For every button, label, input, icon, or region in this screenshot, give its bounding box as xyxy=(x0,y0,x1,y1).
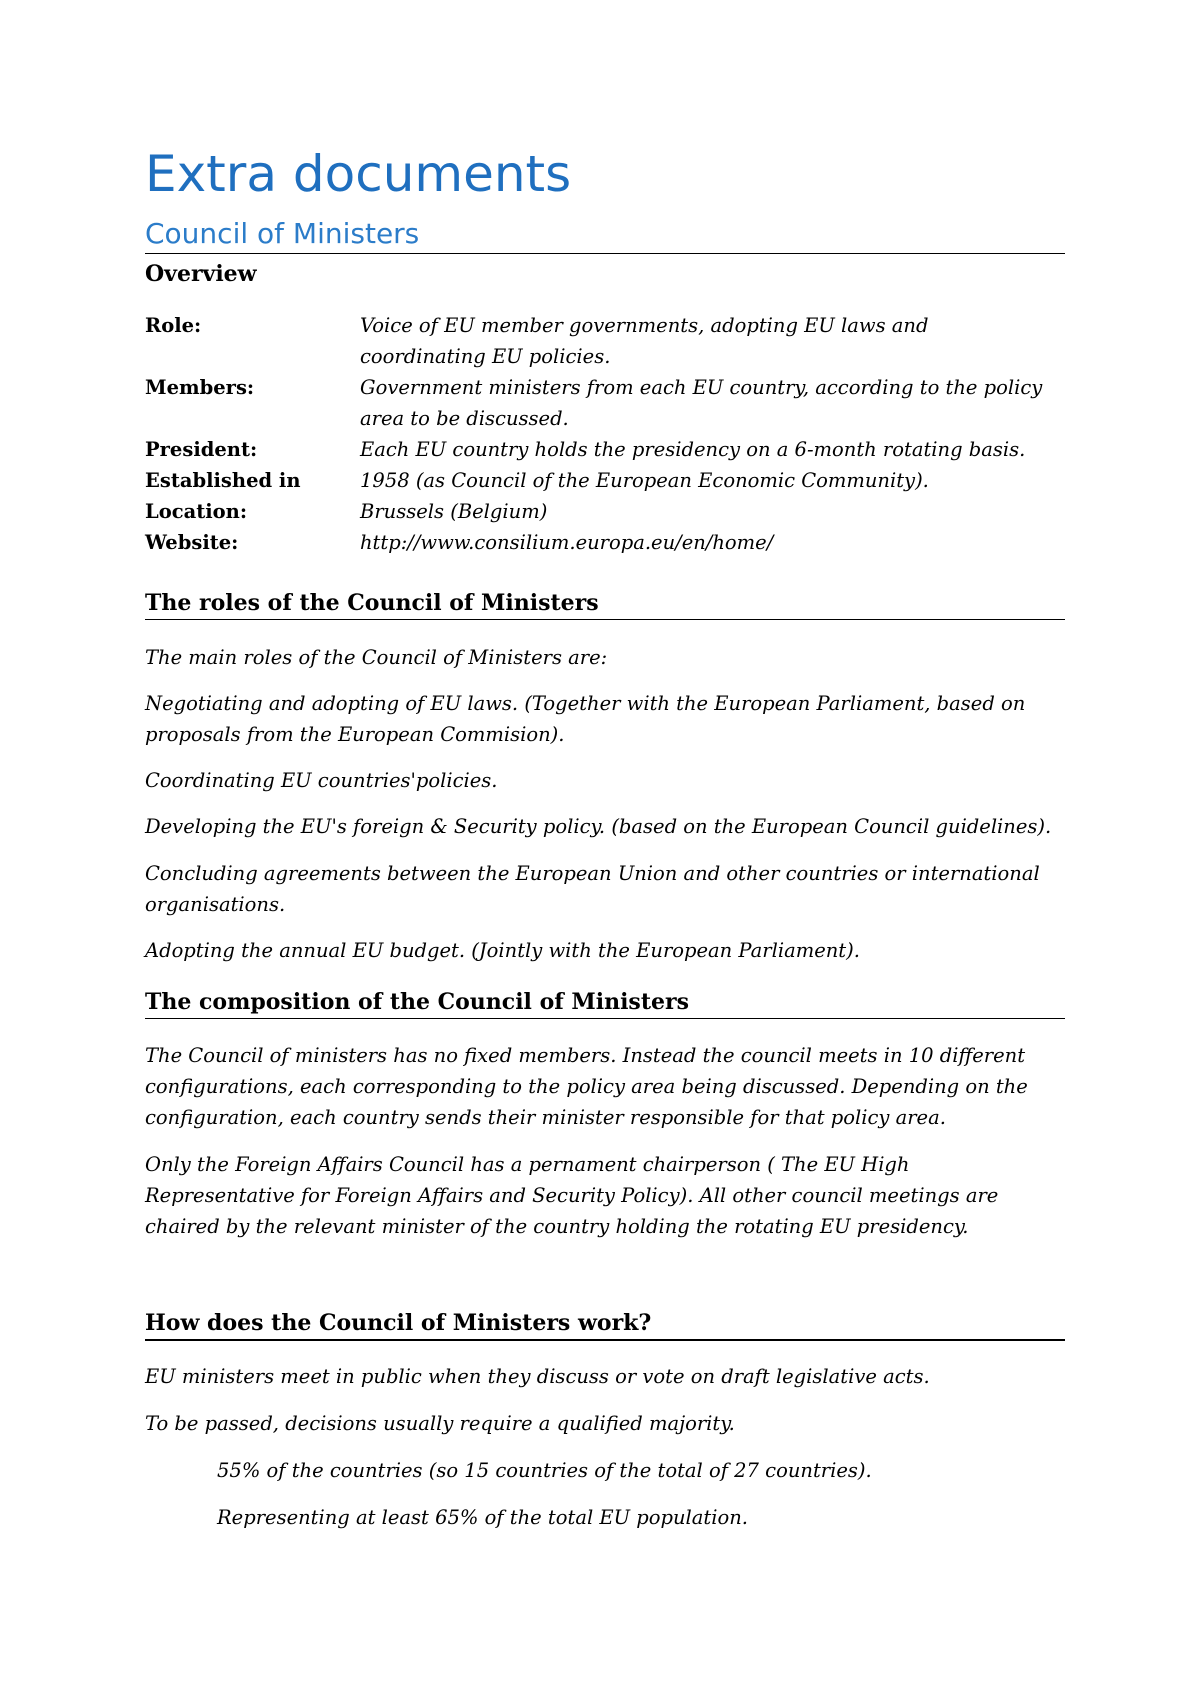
roles-paragraph: Adopting the annual EU budget. (Jointly with the European Parliament). xyxy=(145,939,860,962)
overview-row-members xyxy=(145,372,1065,434)
roles-paragraph: Negotiating and adopting of EU laws. (Together with the European Parliament, based on proposals from the European Commision). xyxy=(145,692,1026,746)
roles-paragraph: Concluding agreements between the European Union and other countries or international organisations. xyxy=(145,862,1040,916)
work-paragraph: To be passed, decisions usually require a qualified majority. xyxy=(145,1412,735,1435)
overview-label: Website: xyxy=(145,531,239,554)
overview-row-location xyxy=(145,496,1065,527)
roles-paragraph: Coordinating EU countries'policies. xyxy=(145,769,498,792)
overview-value: 1958 (as Council of the European Economic Community). xyxy=(360,469,929,492)
overview-value: Brussels (Belgium) xyxy=(360,500,548,523)
overview-label: President: xyxy=(145,438,258,461)
website-link[interactable]: http://www.consilium.europa.eu/en/home/ xyxy=(360,531,774,554)
overview-table xyxy=(145,310,1065,558)
roles-heading: The roles of the Council of Ministers xyxy=(145,588,1065,620)
overview-label: Location: xyxy=(145,500,248,523)
composition-heading: The composition of the Council of Ministers xyxy=(145,987,1065,1019)
overview-row-role xyxy=(145,310,1065,372)
roles-paragraph: The main roles of the Council of Ministers are: xyxy=(145,646,608,669)
work-indented-paragraph: 55% of the countries (so 15 countries of the total of 27 countries). xyxy=(217,1459,872,1482)
composition-paragraph: The Council of ministers has no fixed members. Instead the council meets in 10 different configurations, each corresponding to the policy area being discussed. Depending on the configuration, each country sends their minister responsible for that policy area. xyxy=(145,1044,1028,1129)
roles-paragraph: Developing the EU's foreign & Security policy. (based on the European Council guidelines). xyxy=(145,815,1052,838)
overview-label: Members: xyxy=(145,376,255,399)
overview-label: Established in xyxy=(145,469,301,492)
subtitle-block xyxy=(145,216,1065,254)
work-indented-paragraph: Representing at least 65% of the total EU population. xyxy=(217,1506,748,1529)
overview-value: Voice of EU member governments, adopting EU laws and coordinating EU policies. xyxy=(360,314,929,368)
overview-value: Each EU country holds the presidency on a 6-month rotating basis. xyxy=(360,438,1026,461)
document-title: Extra documents xyxy=(145,145,572,203)
work-paragraph: EU ministers meet in public when they discuss or vote on draft legislative acts. xyxy=(145,1365,930,1388)
overview-row-website xyxy=(145,527,1065,558)
overview-row-established xyxy=(145,465,1065,496)
document-subtitle: Council of Ministers xyxy=(145,217,420,250)
overview-value: Government ministers from each EU country, according to the policy area to be discussed. xyxy=(360,376,1043,430)
composition-paragraph: Only the Foreign Affairs Council has a pernament chairperson ( The EU High Representative for Foreign Affairs and Security Policy). All other council meetings are chaired by the relevant minister of the country holding the rotating EU presidency. xyxy=(145,1153,999,1238)
work-heading: How does the Council of Ministers work? xyxy=(145,1308,1065,1341)
overview-label: Role: xyxy=(145,314,202,337)
overview-row-president xyxy=(145,434,1065,465)
overview-heading: Overview xyxy=(145,261,257,287)
